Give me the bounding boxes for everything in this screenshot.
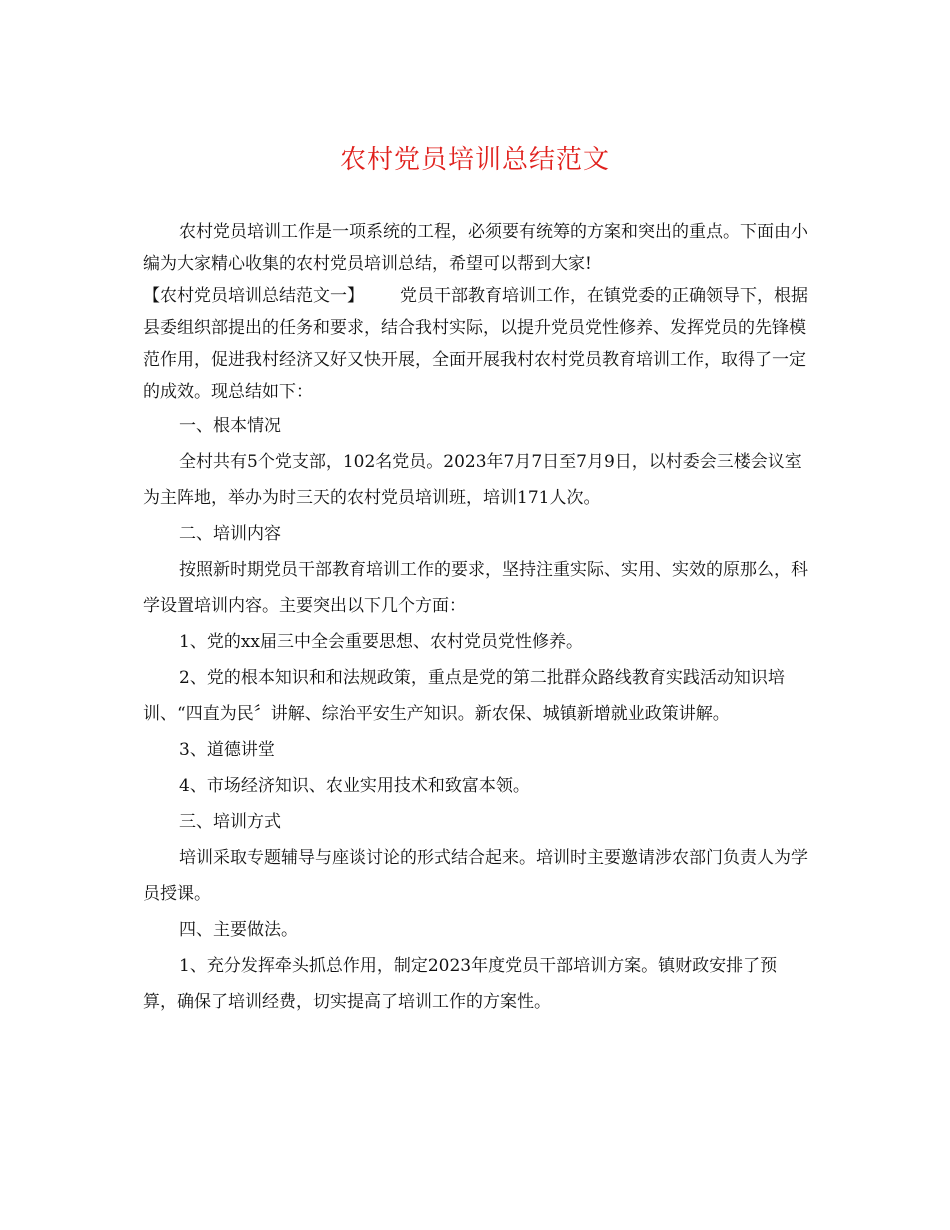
- content-item-4: 4、市场经济知识、农业实用技术和致富本领。: [179, 776, 530, 796]
- section-body-content: 按照新时期党员干部教育培训工作的要求，坚持注重实际、实用、实效的原那么，科学设置培训内容。主要突出以下几个方面：: [143, 560, 808, 616]
- sample-heading: 【农村党员培训总结范文一】: [143, 286, 364, 306]
- content-item-1: 1、党的xx届三中全会重要思想、农村党员党性修养。: [179, 632, 583, 652]
- content-item-3: 3、道德讲堂: [179, 740, 275, 760]
- section-body-method: 培训采取专题辅导与座谈讨论的形式结合起来。培训时主要邀请涉农部门负责人为学员授课。: [143, 848, 808, 904]
- document-title: 农村党员培训总结范文: [339, 145, 610, 175]
- practice-item-1: 1、充分发挥牵头抓总作用，制定2023年度党员干部培训方案。镇财政安排了预算，确保了培训经费，切实提高了培训工作的方案性。: [143, 956, 778, 1012]
- section-heading-practice: 四、主要做法。: [179, 920, 298, 940]
- sample-paragraph: [143, 280, 808, 408]
- document-body: [143, 216, 808, 1020]
- section-heading-content: 二、培训内容: [179, 524, 281, 544]
- sample-lead-text: 党员干部教育培训工作，在镇党委的正确领导下，根据县委组织部提出的任务和要求，结合我村实际，以提升党员党性修养、发挥党员的先锋模范作用，促进我村经济又好又快开展，全面开展我村农村党员教育培训工作，取得了一定的成效。现总结如下：: [143, 286, 808, 402]
- section-heading-method: 三、培训方式: [179, 812, 281, 832]
- section-body-basic: 全村共有5个党支部，102名党员。2023年7月7日至7月9日，以村委会三楼会议室为主阵地，举办为时三天的农村党员培训班，培训171人次。: [143, 452, 802, 508]
- content-item-2: 2、党的根本知识和和法规政策，重点是党的第二批群众路线教育实践活动知识培训、“四直为民〞讲解、综治平安生产知识。新农保、城镇新增就业政策讲解。: [143, 668, 785, 724]
- intro-paragraph: 农村党员培训工作是一项系统的工程，必须要有统筹的方案和突出的重点。下面由小编为大家精心收集的农村党员培训总结，希望可以帮到大家!: [143, 222, 808, 274]
- section-heading-basic: 一、根本情况: [179, 416, 281, 436]
